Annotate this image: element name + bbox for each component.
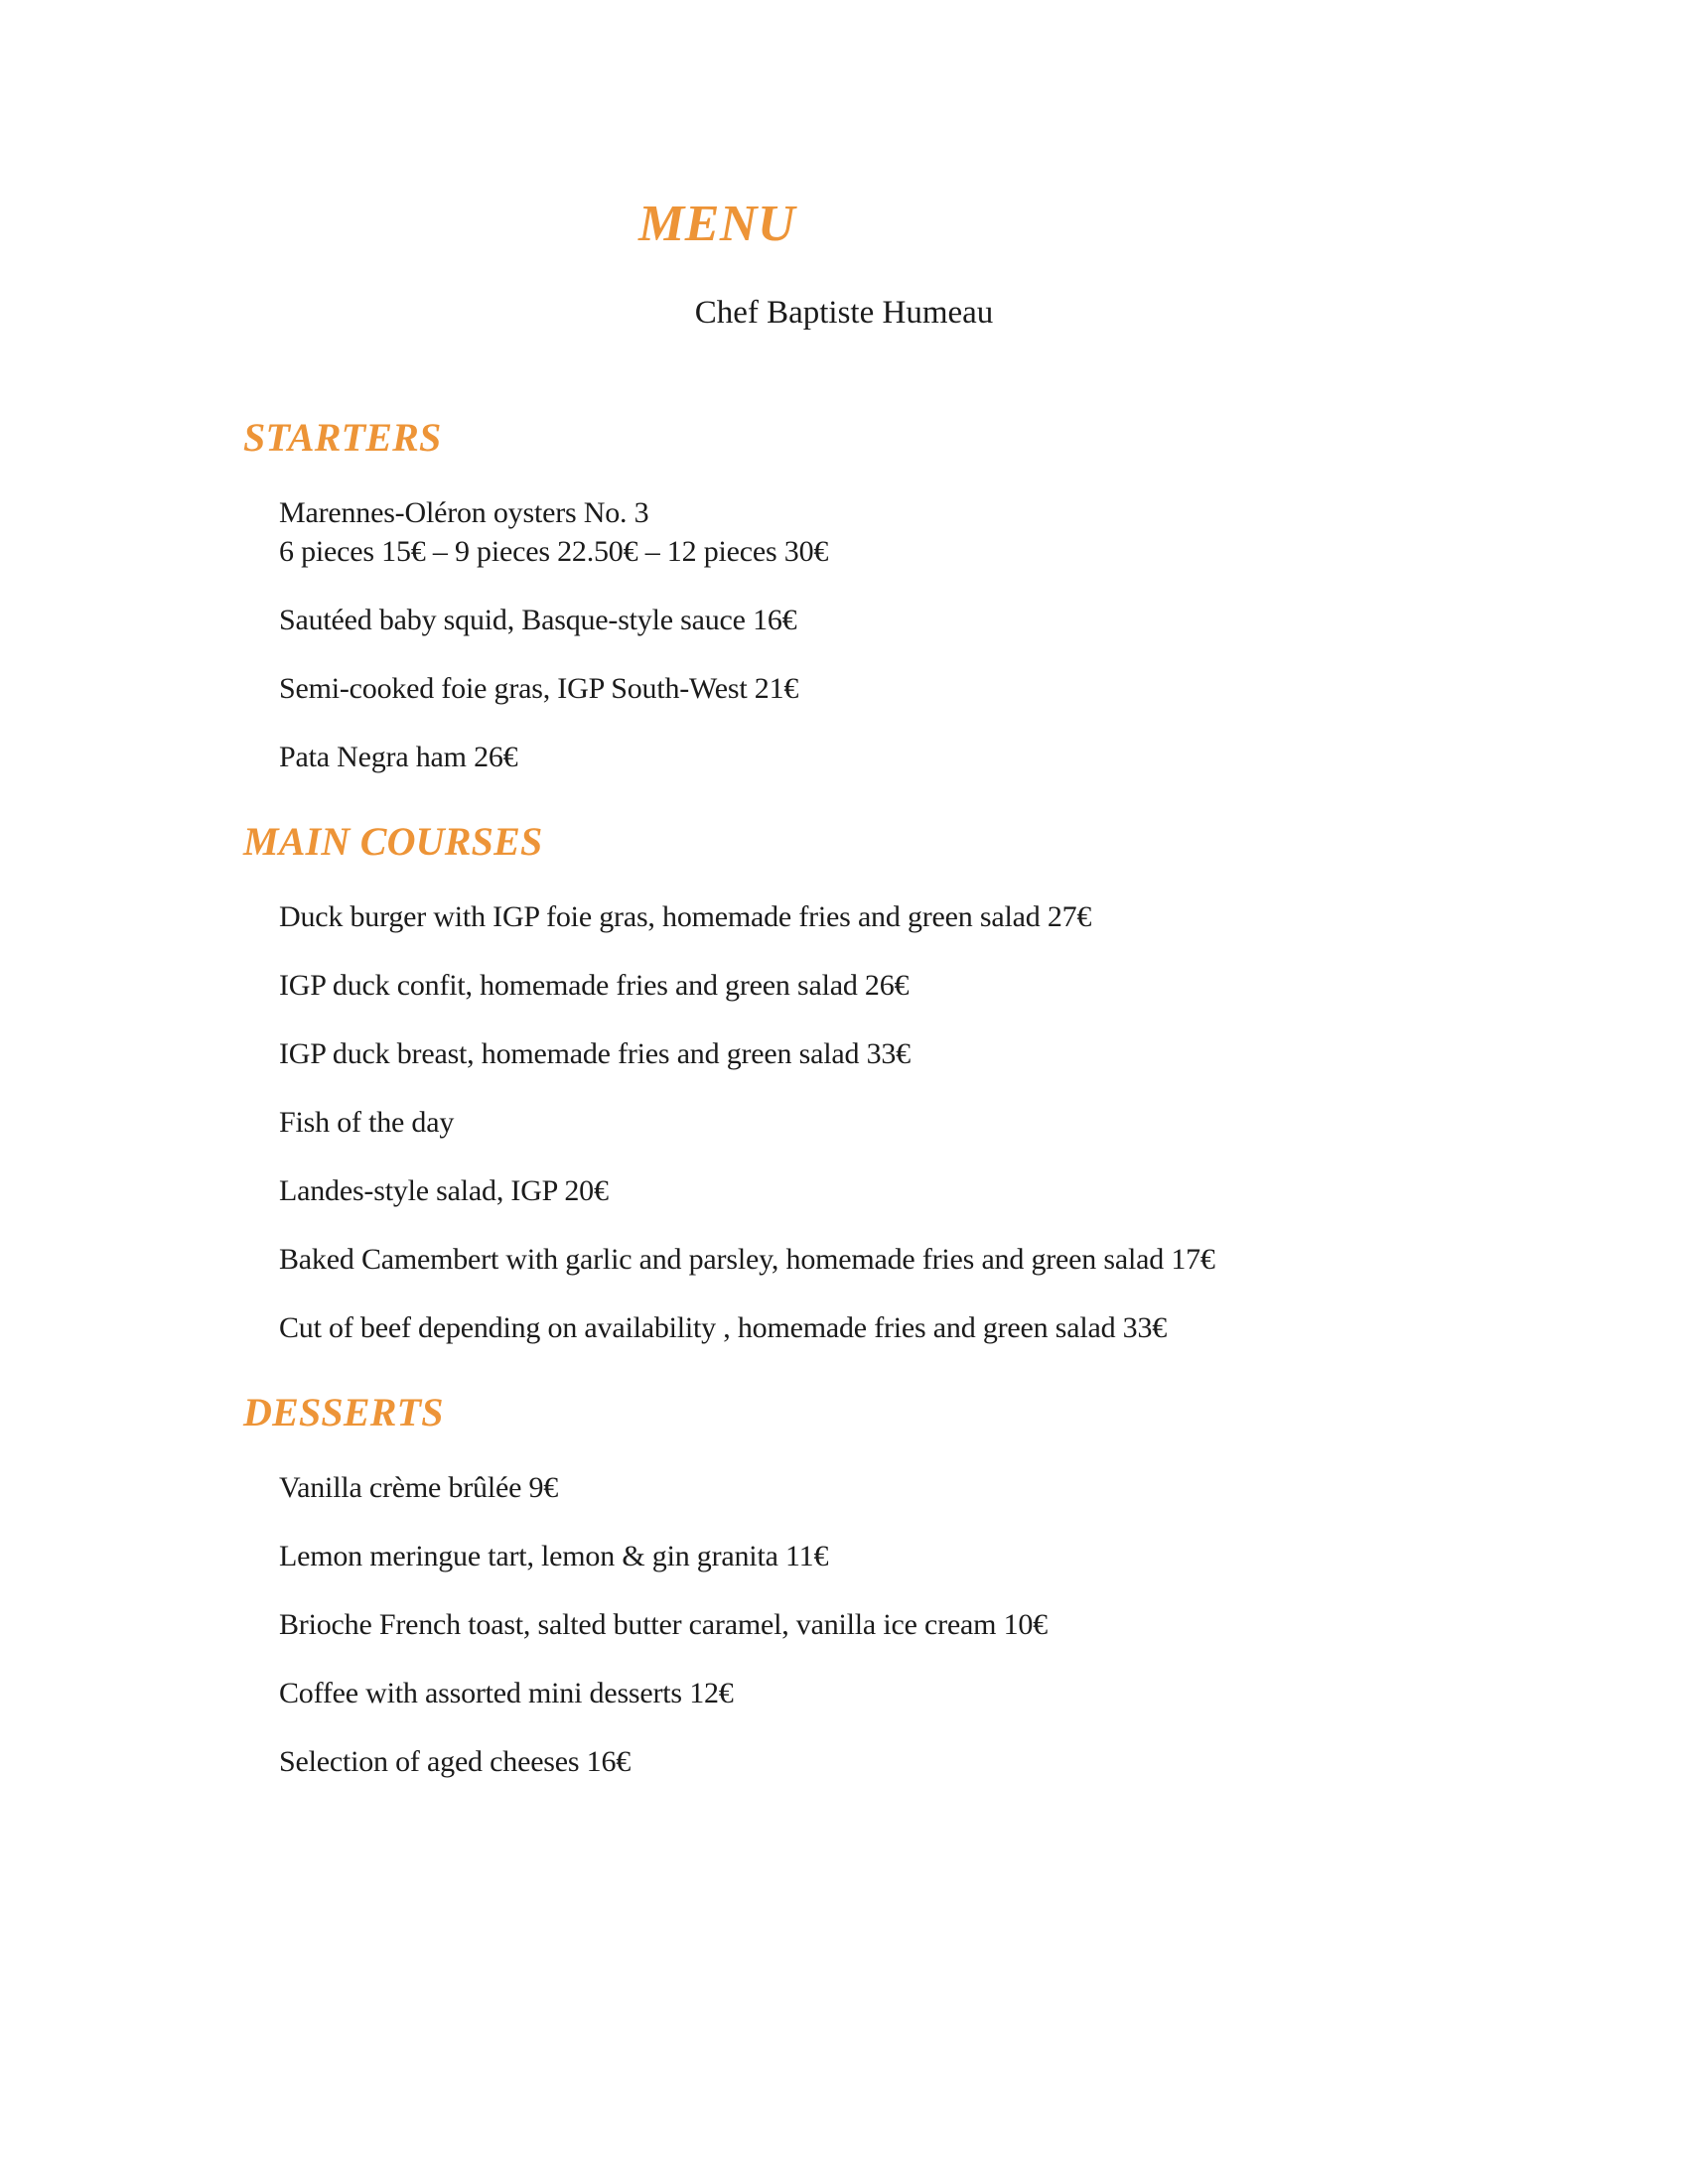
menu-item	[279, 669, 1470, 708]
menu-item-line: Baked Camembert with garlic and parsley, homemade fries and green salad 17€	[279, 1243, 1215, 1277]
menu-item-line: Cut of beef depending on availability , homemade fries and green salad 33€	[279, 1311, 1168, 1345]
section-heading: MAIN COURSES	[243, 819, 543, 865]
menu-item-line: Duck burger with IGP foie gras, homemade fries and green salad 27€	[279, 900, 1092, 934]
menu-item-list	[243, 897, 1470, 1347]
menu-section	[243, 1391, 1470, 1781]
menu-item-line: IGP duck breast, homemade fries and green salad 33€	[279, 1037, 911, 1071]
menu-item-line: IGP duck confit, homemade fries and green salad 26€	[279, 969, 910, 1003]
menu-item-list	[243, 1468, 1470, 1781]
menu-item-list	[243, 493, 1470, 776]
menu-item	[279, 1674, 1470, 1712]
menu-item-line: Semi-cooked foie gras, IGP South-West 21€	[279, 672, 799, 706]
menu-item-line: Marennes-Oléron oysters No. 3	[279, 496, 649, 530]
menu-item-line: Vanilla crème brûlée 9€	[279, 1471, 559, 1505]
title-wrap	[0, 195, 1434, 254]
menu-item-line: Lemon meringue tart, lemon & gin granita 11€	[279, 1540, 829, 1573]
menu-item-line: Brioche French toast, salted butter caramel, vanilla ice cream 10€	[279, 1608, 1048, 1642]
page-title: MENU	[637, 196, 796, 252]
menu-item-line: Coffee with assorted mini desserts 12€	[279, 1677, 734, 1710]
menu-item	[279, 1240, 1470, 1279]
menu-item-line: Selection of aged cheeses 16€	[279, 1745, 632, 1779]
menu-section	[243, 416, 1470, 776]
menu-item-line: Pata Negra ham 26€	[279, 741, 518, 774]
menu-item	[279, 1034, 1470, 1073]
menu-item	[279, 966, 1470, 1005]
menu-item	[279, 1537, 1470, 1575]
subtitle-wrap	[0, 294, 1688, 334]
menu-item	[279, 738, 1470, 776]
menu-item-line: 6 pieces 15€ – 9 pieces 22.50€ – 12 pieces 30€	[279, 535, 829, 569]
menu-sections	[0, 416, 1688, 1781]
menu-item	[279, 493, 1470, 571]
menu-item	[279, 1605, 1470, 1644]
menu-item	[279, 601, 1470, 639]
menu-section	[243, 820, 1470, 1347]
menu-item	[279, 1103, 1470, 1142]
section-heading: STARTERS	[243, 415, 442, 461]
chef-name: Chef Baptiste Humeau	[694, 294, 994, 331]
menu-item	[279, 897, 1470, 936]
menu-item	[279, 1308, 1470, 1347]
section-heading: DESSERTS	[243, 1390, 444, 1435]
menu-item	[279, 1171, 1470, 1210]
menu-item	[279, 1742, 1470, 1781]
menu-item-line: Fish of the day	[279, 1106, 455, 1140]
menu-item	[279, 1468, 1470, 1507]
menu-item-line: Landes-style salad, IGP 20€	[279, 1174, 609, 1208]
menu-item-line: Sautéed baby squid, Basque-style sauce 16€	[279, 604, 797, 637]
